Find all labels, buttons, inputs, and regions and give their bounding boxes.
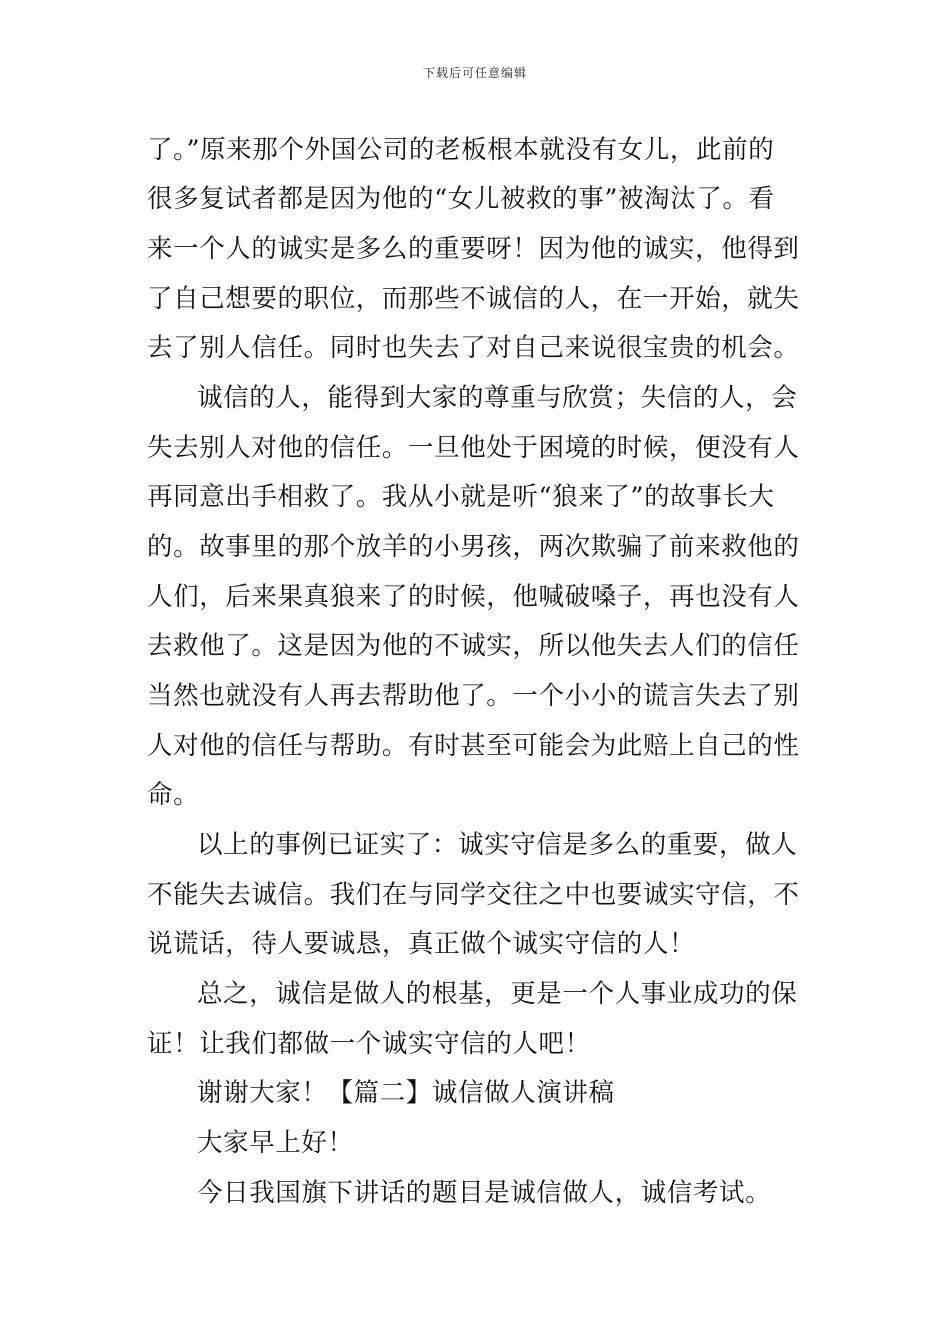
body-line: 去了别人信任。同时也失去了对自己来说很宝贵的机会。 — [147, 333, 800, 363]
body-line: 大家早上好！ — [197, 1128, 354, 1158]
body-line: 命。 — [147, 780, 200, 810]
body-line: 不能失去诚信。我们在与同学交往之中也要诚实守信，不 — [147, 880, 800, 910]
body-line: 总之，诚信是做人的根基，更是一个人事业成功的保 — [197, 979, 798, 1009]
body-line: 谢谢大家！【篇二】诚信做人演讲稿 — [197, 1078, 615, 1108]
header-note: 下载后可任意编辑 — [422, 66, 527, 80]
body-line: 再同意出手相救了。我从小就是听“狼来了”的故事长大 — [147, 482, 775, 512]
body-line: 以上的事例已证实了：诚实守信是多么的重要，做人 — [197, 830, 798, 860]
body-line: 当然也就没有人再去帮助他了。一个小小的谎言失去了别 — [147, 681, 800, 711]
body-line: 去救他了。这是因为他的不诚实，所以他失去人们的信任 — [147, 631, 800, 661]
body-line: 今日我国旗下讲话的题目是诚信做人，诚信考试。 — [197, 1178, 772, 1208]
body-line: 的。故事里的那个放羊的小男孩，两次欺骗了前来救他的 — [147, 532, 800, 562]
body-line: 了。”原来那个外国公司的老板根本就没有女儿，此前的 — [147, 135, 775, 165]
body-line: 来一个人的诚实是多么的重要呀！因为他的诚实，他得到 — [147, 234, 800, 264]
body-line: 了自己想要的职位，而那些不诚信的人，在一开始，就失 — [147, 284, 800, 314]
body-line: 诚信的人，能得到大家的尊重与欣赏；失信的人，会 — [197, 383, 798, 413]
body-line: 很多复试者都是因为他的“女儿被救的事”被淘汰了。看 — [147, 184, 775, 214]
body-line: 失去别人对他的信任。一旦他处于困境的时候，便没有人 — [147, 433, 800, 463]
body-line: 人对他的信任与帮助。有时甚至可能会为此赔上自己的性 — [147, 731, 800, 761]
body-line: 证！让我们都做一个诚实守信的人吧！ — [147, 1029, 591, 1059]
body-line: 说谎话，待人要诚恳，真正做个诚实守信的人！ — [147, 929, 696, 959]
body-line: 人们，后来果真狼来了的时候，他喊破嗓子，再也没有人 — [147, 582, 800, 612]
